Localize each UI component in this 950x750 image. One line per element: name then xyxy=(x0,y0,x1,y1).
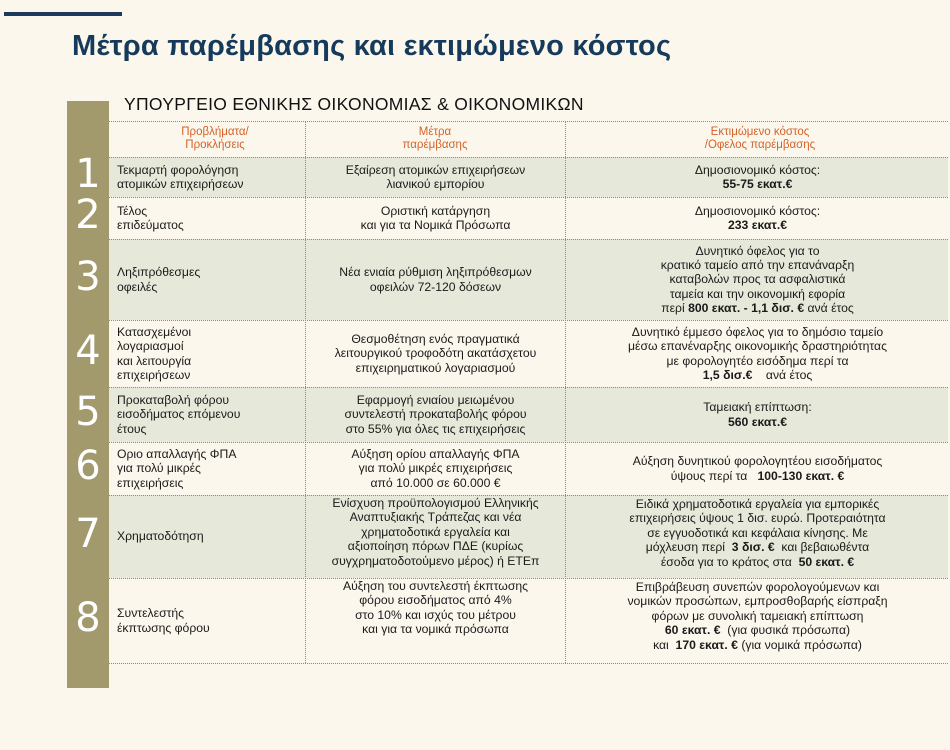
measure-cell xyxy=(308,496,563,568)
text-segment: και βεβαιωθέντα xyxy=(774,540,870,555)
text-line xyxy=(570,287,945,301)
cost-amount: 233 εκατ.€ xyxy=(728,218,787,232)
text-line: Εξαίρεση ατομικών επιχειρήσεων xyxy=(345,162,526,177)
problem-cell xyxy=(117,447,297,490)
problem-cell xyxy=(117,265,297,294)
text-line: χρηματοδοτικά εργαλεία και xyxy=(361,524,510,539)
text-line: Προβλήματα/ xyxy=(181,126,249,138)
row-divider xyxy=(109,239,948,240)
text-segment: έσοδα για το κράτος στα xyxy=(660,554,799,569)
text-line: Νέα ενιαία ρύθμιση ληξιπρόθεσμων xyxy=(339,265,532,280)
text-segment: περί xyxy=(661,301,689,316)
row-divider xyxy=(109,387,948,388)
text-line: Τέλος xyxy=(117,203,148,218)
text-line: Ληξιπρόθεσμες xyxy=(117,265,201,280)
row-number: 7 xyxy=(75,510,101,557)
cost-amount: 800 εκατ. - 1,1 δισ. € xyxy=(688,301,805,316)
cost-amount: 170 εκατ. € xyxy=(675,637,738,652)
row-number: 5 xyxy=(75,388,101,435)
text-line xyxy=(570,218,945,232)
measure-cell xyxy=(308,393,563,436)
text-line: συντελεστή προκαταβολής φόρου xyxy=(344,407,527,422)
row-divider xyxy=(109,320,948,321)
text-line: Χρηματοδότηση xyxy=(117,529,204,544)
text-segment: φόρων με συνολική ταμειακή επίπτωση xyxy=(651,608,864,623)
text-line xyxy=(570,258,945,272)
text-line xyxy=(570,638,945,652)
text-line xyxy=(570,580,945,594)
text-line: Συντελεστής xyxy=(117,606,185,621)
cost-cell xyxy=(570,163,945,192)
text-line: παρέμβασης xyxy=(402,139,468,151)
row-number: 4 xyxy=(75,327,101,374)
text-line xyxy=(570,497,945,511)
text-line: Ενίσχυση προϋπολογισμού Ελληνικής xyxy=(332,496,539,510)
cost-cell xyxy=(570,400,945,429)
text-segment: με φορολογητέο εισόδημα περί τα xyxy=(666,353,849,368)
cost-amount: 55-75 εκατ.€ xyxy=(722,177,793,191)
text-line: Οριο απαλλαγής ΦΠΑ xyxy=(117,446,237,461)
text-line xyxy=(570,272,945,286)
text-line: Κατασχεμένοι xyxy=(117,324,192,339)
problem-cell xyxy=(117,393,297,436)
text-line xyxy=(570,325,945,339)
cost-cell xyxy=(570,454,945,483)
text-line xyxy=(570,609,945,623)
cost-amount: 1,5 δισ.€ xyxy=(702,367,753,382)
page-title: Μέτρα παρέμβασης και εκτιμώμενο κόστος xyxy=(72,30,672,62)
text-line xyxy=(570,204,945,218)
text-line: λειτουργικού τροφοδότη ακατάσχετου xyxy=(334,346,537,361)
text-segment: σε εγγυοδοτικά και κεφάλαια κίνησης. Με xyxy=(647,525,868,540)
text-line: συγχρηματοδοτούμενο μέρος) ή ΕΤΕπ xyxy=(331,553,540,568)
text-line: ατομικών επιχειρήσεων xyxy=(117,177,244,191)
text-line xyxy=(570,555,945,569)
row-divider xyxy=(109,157,948,158)
text-line: στο 10% και ισχύς του μέτρου xyxy=(355,607,516,622)
text-line: στο 55% για όλες τις επιχειρήσεις xyxy=(345,421,526,436)
measure-cell xyxy=(308,332,563,375)
cost-cell xyxy=(570,580,945,652)
text-line: φόρου εισοδήματος από 4% xyxy=(359,593,512,608)
text-segment: Ειδικά χρηματοδοτικά εργαλεία για εμπορικές xyxy=(635,497,880,511)
text-line: επιχειρηματικού λογαριασμού xyxy=(355,360,516,375)
text-line xyxy=(570,526,945,540)
text-line: εισοδήματος επόμενου xyxy=(117,407,241,422)
cost-cell xyxy=(570,204,945,233)
text-segment: ταμεία και την οικονομική εφορία xyxy=(669,286,846,301)
problem-cell xyxy=(117,606,297,635)
text-line xyxy=(570,400,945,414)
row-divider xyxy=(109,121,948,122)
text-segment: Ταμειακή επίπτωση: xyxy=(703,400,812,415)
text-line: από 10.000 σε 60.000 € xyxy=(370,475,501,490)
text-line xyxy=(570,594,945,608)
row-number: 8 xyxy=(75,594,101,641)
text-line: Αύξηση ορίου απαλλαγής ΦΠΑ xyxy=(351,446,520,461)
text-line: Εκτιμώμενο κόστος xyxy=(710,126,810,138)
cost-cell xyxy=(570,497,945,569)
header-cost xyxy=(610,126,910,152)
text-line: για πολύ μικρές επιχειρήσεις xyxy=(358,461,513,476)
measure-cell xyxy=(308,579,563,637)
header-measures xyxy=(330,126,540,152)
cost-amount: 560 εκατ.€ xyxy=(728,414,787,429)
text-segment: μόχλευση περί xyxy=(645,540,732,555)
text-line xyxy=(570,354,945,368)
text-line: και λειτουργία xyxy=(117,353,192,368)
cost-cell xyxy=(570,325,945,383)
text-line: Μέτρα xyxy=(418,126,452,138)
text-line xyxy=(570,368,945,382)
text-line: Αύξηση του συντελεστή έκπτωσης xyxy=(342,579,528,593)
row-number: 3 xyxy=(75,253,101,300)
text-line: Εφαρμογή ενιαίου μειωμένου xyxy=(356,392,515,407)
cost-amount: 60 εκατ. € xyxy=(664,623,721,638)
text-segment: Επιβράβευση συνεπών φορολογούμενων και xyxy=(635,580,880,594)
row-divider xyxy=(109,197,948,198)
text-line: έκπτωσης φόρου xyxy=(117,620,210,635)
text-line xyxy=(570,415,945,429)
text-line: λιανικού εμπορίου xyxy=(386,177,485,191)
text-line: επιχειρήσεων xyxy=(117,367,191,382)
text-segment: ανά έτος xyxy=(804,301,854,316)
text-line xyxy=(570,454,945,468)
text-line xyxy=(570,339,945,353)
measure-cell xyxy=(308,204,563,233)
text-line: και για τα νομικά πρόσωπα xyxy=(362,622,509,637)
text-segment: επιχειρήσεις ύψους 1 δισ. ευρώ. Προτεραιότητα xyxy=(629,511,886,526)
text-line xyxy=(570,301,945,315)
cost-cell xyxy=(570,244,945,316)
row-number: 2 xyxy=(75,192,101,238)
text-segment: κρατικό ταμείο από την επανάναρξη xyxy=(660,257,855,272)
text-segment: (για φυσικά πρόσωπα) xyxy=(720,623,851,638)
text-segment: ανά έτος xyxy=(752,367,813,382)
text-line: και για τα Νομικά Πρόσωπα xyxy=(360,218,511,232)
cost-amount: 100-130 εκατ. € xyxy=(757,468,845,483)
text-line: για πολύ μικρές xyxy=(117,461,201,476)
text-line: έτους xyxy=(117,421,147,436)
text-line: Οριστική κατάργηση xyxy=(380,203,491,218)
text-line xyxy=(570,244,945,258)
cost-amount: 50 εκατ. € xyxy=(798,554,855,569)
row-divider xyxy=(109,663,948,664)
text-line xyxy=(570,511,945,525)
column-divider xyxy=(565,121,566,663)
text-line: λογαριασμοί xyxy=(117,339,184,354)
text-segment: (για νομικά πρόσωπα) xyxy=(737,637,862,652)
text-segment: Δυνητικό όφελος για το xyxy=(695,243,820,258)
text-line xyxy=(570,540,945,554)
text-line: επιχειρήσεις xyxy=(117,475,184,490)
text-line: επιδεύματος xyxy=(117,218,184,232)
text-segment: νομικών προσώπων, εμπροσθοβαρής είσπραξη xyxy=(627,594,888,609)
text-line: αξιοποίηση πόρων ΠΔΕ (κυρίως xyxy=(347,539,524,554)
text-line xyxy=(570,623,945,637)
problem-cell xyxy=(117,529,297,543)
row-number: 6 xyxy=(75,442,101,489)
text-segment: καταβολών προς τα ασφαλιστικά xyxy=(669,272,846,287)
top-accent-bar xyxy=(4,12,122,16)
text-segment: ύψους περί τα xyxy=(670,468,758,483)
text-segment: Δυνητικό έμμεσο όφελος για το δημόσιο ταμείο xyxy=(631,324,884,339)
measure-cell xyxy=(308,265,563,294)
header-problems xyxy=(150,126,280,152)
text-line xyxy=(570,177,945,191)
text-line: Θεσμοθέτηση ενός πραγματικά xyxy=(351,331,520,346)
text-segment: και xyxy=(653,637,676,652)
ministry-heading: ΥΠΟΥΡΓΕΙΟ ΕΘΝΙΚΗΣ ΟΙΚΟΝΟΜΙΑΣ & ΟΙΚΟΝΟΜΙΚΩΝ xyxy=(124,94,584,114)
text-segment: Δημοσιονομικό κόστος: xyxy=(694,203,821,218)
text-line: Τεκμαρτή φορολόγηση xyxy=(117,162,239,177)
text-segment: Αύξηση δυνητικού φορολογητέου εισοδήματος xyxy=(632,454,883,469)
text-line: /Οφελος παρέμβασης xyxy=(704,139,816,151)
problem-cell xyxy=(117,325,297,383)
text-line xyxy=(570,469,945,483)
text-line: Προκαταβολή φόρου xyxy=(117,392,230,407)
row-divider xyxy=(109,442,948,443)
text-line: Προκλήσεις xyxy=(185,139,245,151)
problem-cell xyxy=(117,204,297,233)
problem-cell xyxy=(117,163,297,192)
text-line: οφειλές xyxy=(117,279,158,294)
text-line xyxy=(570,163,945,177)
text-line: Αναπτυξιακής Τράπεζας και νέα xyxy=(349,510,522,525)
measure-cell xyxy=(308,163,563,192)
column-divider xyxy=(305,121,306,663)
cost-amount: 3 δισ. € xyxy=(731,540,775,555)
row-number: 1 xyxy=(75,151,101,197)
text-segment: μέσω επανέναρξης οικονομικής δραστηριότητας xyxy=(628,339,887,354)
text-line: οφειλών 72-120 δόσεων xyxy=(369,279,502,294)
measure-cell xyxy=(308,447,563,490)
text-segment: Δημοσιονομικό κόστος: xyxy=(694,162,821,177)
